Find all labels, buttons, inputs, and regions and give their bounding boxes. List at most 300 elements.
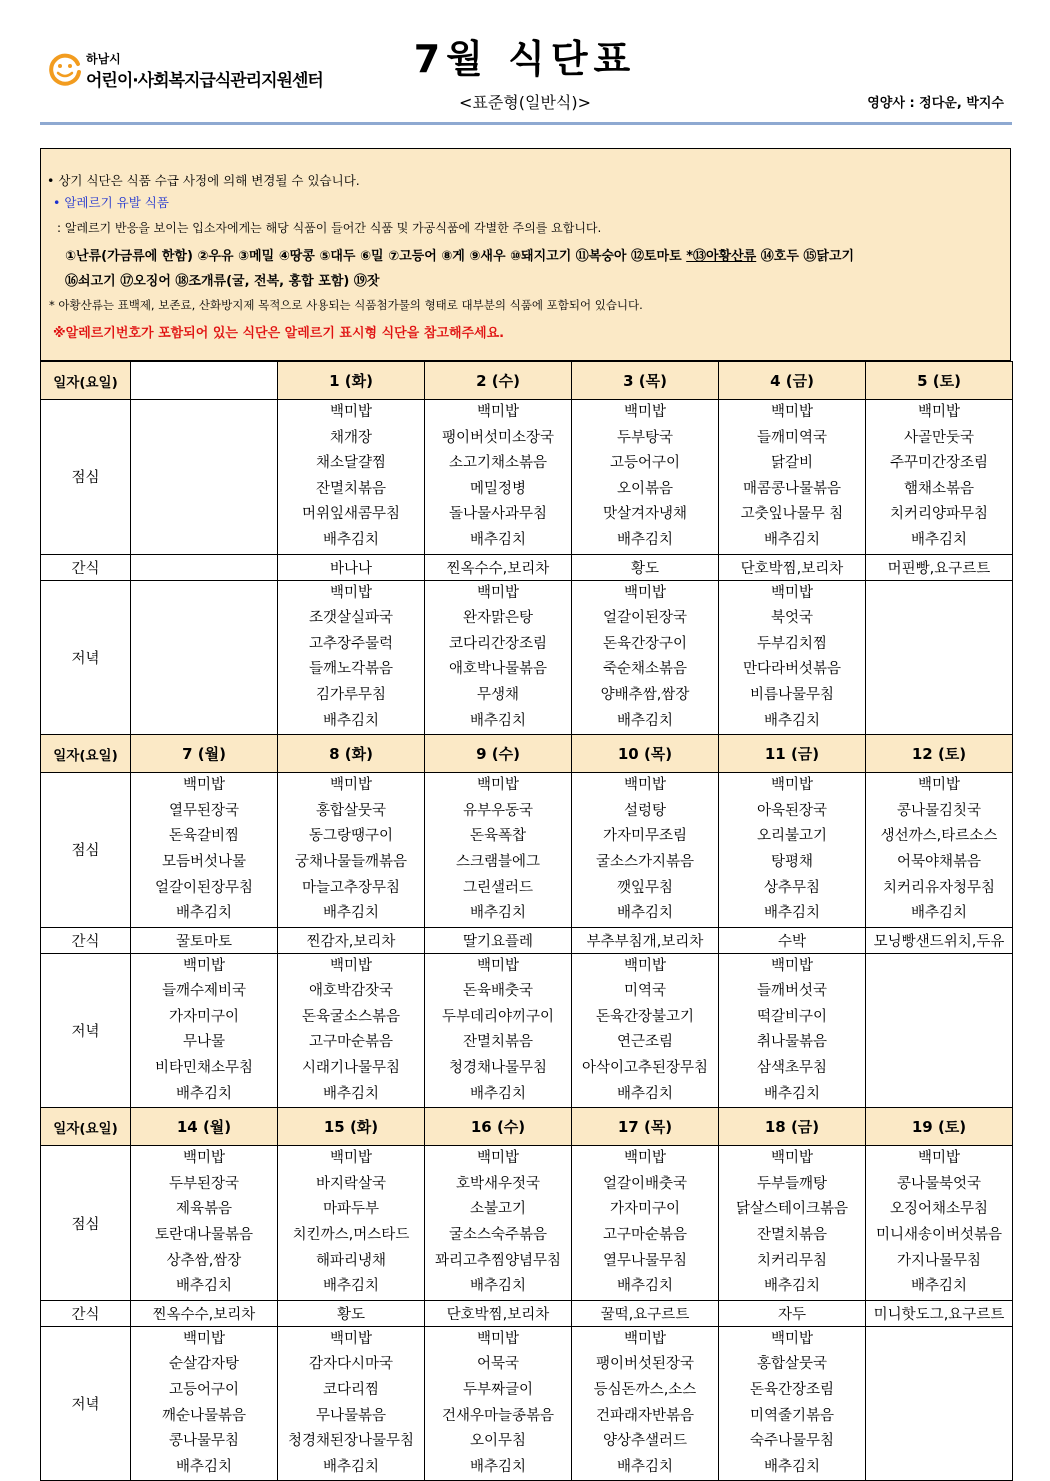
- menu-item: 아욱된장국: [756, 802, 828, 819]
- lunch-label: 점심: [41, 400, 131, 555]
- menu-item: 백미밥: [623, 584, 667, 601]
- date-header-row: [41, 362, 1013, 400]
- date-label: 일자(요일): [41, 1108, 131, 1146]
- menu-item: 주꾸미간장조림: [889, 455, 989, 472]
- day-header: 11 (금): [719, 735, 866, 773]
- day-header: 5 (토): [866, 362, 1013, 400]
- menu-item: 오징어채소무침: [889, 1201, 989, 1218]
- menu-item: 콩나물김칫국: [896, 802, 982, 819]
- menu-item: [866, 1327, 1012, 1353]
- dinner-cell: [131, 1326, 278, 1481]
- menu-item: [866, 1352, 1012, 1378]
- lunch-label: 점심: [41, 773, 131, 928]
- menu-item: 비타민채소무침: [154, 1060, 254, 1077]
- menu-item: 햄채소볶음: [903, 480, 975, 497]
- menu-item: 콩나물북엇국: [896, 1175, 982, 1192]
- menu-item: 숙주나물무침: [749, 1433, 835, 1450]
- menu-item: 백미밥: [476, 957, 520, 974]
- menu-item: 애호박감잣국: [308, 983, 394, 1000]
- menu-item: 배추김치: [616, 1085, 674, 1102]
- lunch-row: [41, 1146, 1013, 1301]
- menu-item: 죽순채소볶음: [602, 661, 688, 678]
- sulfite-footnote: * 아황산류는 표백제, 보존료, 산화방지제 목적으로 사용되는 식품첨가물의 형태로 대부분의 식품에 포함되어 있습니다.: [49, 298, 643, 312]
- menu-item: 스크램블에그: [455, 853, 541, 870]
- menu-item: 고등어구이: [609, 455, 681, 472]
- menu-item: 순살감자탕: [168, 1356, 240, 1373]
- snack-cell: 부추부침개,보리차: [572, 927, 719, 953]
- dinner-cell: [278, 580, 425, 735]
- menu-item: 팽이버섯미소장국: [441, 429, 555, 446]
- menu-item: 무나물: [182, 1034, 226, 1051]
- lunch-cell: [719, 400, 866, 555]
- menu-item: 가지나물무침: [896, 1252, 982, 1269]
- menu-item: 들깨미역국: [756, 429, 828, 446]
- menu-item: 백미밥: [329, 957, 373, 974]
- menu-item: 배추김치: [469, 531, 527, 548]
- dinner-row: [41, 953, 1013, 1108]
- menu-item: [131, 581, 277, 607]
- menu-item: 완자맑은탕: [462, 610, 534, 627]
- lunch-cell: [131, 400, 278, 555]
- menu-item: 어묵야채볶음: [896, 853, 982, 870]
- day-header: 8 (화): [278, 735, 425, 773]
- lunch-cell: [866, 400, 1013, 555]
- menu-item: 콩나물무침: [168, 1433, 240, 1450]
- menu-item: 백미밥: [476, 404, 520, 420]
- menu-item: 깻잎무침: [616, 879, 674, 896]
- menu-item: [131, 632, 277, 658]
- lunch-cell: [425, 1146, 572, 1301]
- menu-item: 감자다시마국: [308, 1356, 394, 1373]
- menu-item: 비름나물무침: [749, 686, 835, 703]
- lunch-row: [41, 400, 1013, 555]
- menu-item: 배추김치: [469, 905, 527, 922]
- day-header: 9 (수): [425, 735, 572, 773]
- menu-item: [131, 400, 277, 426]
- menu-item: 백미밥: [770, 777, 814, 794]
- menu-item: [866, 1030, 1012, 1056]
- snack-cell: 단호박찜,보리차: [719, 554, 866, 580]
- menu-item: 미역국: [623, 983, 667, 1000]
- menu-item: [866, 606, 1012, 632]
- menu-item: [866, 683, 1012, 709]
- menu-item: [866, 1056, 1012, 1082]
- menu-item: 북엇국: [770, 610, 814, 627]
- menu-item: 김가루무침: [315, 686, 387, 703]
- menu-item: 청경채된장나물무침: [287, 1433, 415, 1450]
- notice-allergy-caution: : 알레르기 반응을 보이는 입소자에게는 해당 식품이 들어간 식품 및 가공식품에 각별한 주의를 요합니다.: [57, 221, 602, 235]
- menu-item: 유부우동국: [462, 802, 534, 819]
- menu-item: 치커리무침: [756, 1252, 828, 1269]
- menu-item: [131, 709, 277, 735]
- menu-item: 생선까스,타르소스: [880, 828, 998, 845]
- menu-item: 연근조림: [616, 1034, 674, 1051]
- menu-item: 들깨수제비국: [161, 983, 247, 1000]
- menu-item: 배추김치: [322, 905, 380, 922]
- menu-item: 돈육간장구이: [602, 635, 688, 652]
- dinner-label: 저녁: [41, 953, 131, 1108]
- menu-item: 배추김치: [616, 531, 674, 548]
- menu-item: [866, 1404, 1012, 1430]
- menu-item: 상추쌈,쌈장: [166, 1252, 242, 1269]
- menu-item: 만다라버섯볶음: [742, 661, 842, 678]
- menu-item: 궁채나물들깨볶음: [294, 853, 408, 870]
- menu-item: 사골만둣국: [903, 429, 975, 446]
- menu-item: 해파리냉채: [315, 1252, 387, 1269]
- menu-item: 얼갈이된장무침: [154, 879, 254, 896]
- allergen-list-1: [65, 245, 854, 264]
- snack-label: 간식: [41, 1300, 131, 1326]
- snack-cell: [131, 554, 278, 580]
- lunch-cell: [425, 773, 572, 928]
- menu-item: 돈육폭찹: [469, 828, 527, 845]
- menu-item: 백미밥: [770, 404, 814, 420]
- menu-item: 백미밥: [182, 777, 226, 794]
- snack-cell: 바나나: [278, 554, 425, 580]
- dinner-cell: [572, 580, 719, 735]
- menu-item: 배추김치: [322, 1278, 380, 1295]
- menu-item: 오리불고기: [756, 828, 828, 845]
- menu-item: 어묵국: [476, 1356, 520, 1373]
- snack-cell: 수박: [719, 927, 866, 953]
- day-header: 1 (화): [278, 362, 425, 400]
- dinner-cell: [278, 953, 425, 1108]
- menu-item: 배추김치: [469, 1085, 527, 1102]
- menu-item: 삼색초무침: [756, 1060, 828, 1077]
- menu-item: 배추김치: [910, 531, 968, 548]
- menu-item: 백미밥: [182, 1150, 226, 1167]
- menu-item: 배추김치: [763, 905, 821, 922]
- menu-item: 미역줄기볶음: [749, 1407, 835, 1424]
- menu-item: 배추김치: [763, 1085, 821, 1102]
- snack-cell: 자두: [719, 1300, 866, 1326]
- menu-item: 잔멸치볶음: [315, 480, 387, 497]
- snack-label: 간식: [41, 927, 131, 953]
- menu-item: 탕평채: [770, 853, 814, 870]
- menu-item: 돈육간장조림: [749, 1382, 835, 1398]
- dietitian-names: 영양사 : 정다운, 박지수: [867, 96, 1004, 111]
- menu-item: 떡갈비구이: [756, 1008, 828, 1025]
- menu-item: 홍합살뭇국: [315, 802, 387, 819]
- menu-item: 꽈리고추찜양념무침: [434, 1252, 562, 1269]
- dinner-cell: [866, 580, 1013, 735]
- dinner-label: 저녁: [41, 1326, 131, 1481]
- menu-item: [131, 426, 277, 452]
- menu-item: [131, 477, 277, 503]
- menu-item: 동그랑땡구이: [308, 828, 394, 845]
- lunch-cell: [131, 773, 278, 928]
- lunch-cell: [131, 1146, 278, 1301]
- menu-item: 가자미무조림: [602, 828, 688, 845]
- dinner-cell: [131, 580, 278, 735]
- menu-item: 닭살스테이크볶음: [735, 1201, 849, 1218]
- menu-item: 배추김치: [763, 1278, 821, 1295]
- day-header: 15 (화): [278, 1108, 425, 1146]
- menu-item: 돈육배춧국: [462, 983, 534, 1000]
- menu-item: 백미밥: [770, 1330, 814, 1347]
- menu-item: 백미밥: [476, 777, 520, 794]
- snack-cell: 머핀빵,요구르트: [866, 554, 1013, 580]
- date-header-row: [41, 735, 1013, 773]
- page-title: 7월 식단표: [413, 37, 637, 81]
- menu-item: 치커리양파무침: [889, 506, 989, 523]
- snack-cell: 찐감자,보리차: [278, 927, 425, 953]
- day-header: [131, 362, 278, 400]
- snack-cell: 꿀떡,요구르트: [572, 1300, 719, 1326]
- menu-item: [866, 954, 1012, 980]
- dinner-cell: [425, 580, 572, 735]
- menu-item: [866, 657, 1012, 683]
- menu-item: [131, 502, 277, 528]
- menu-item: [866, 581, 1012, 607]
- menu-item: 제육볶음: [175, 1201, 233, 1218]
- menu-item: 조갯살실파국: [308, 610, 394, 627]
- menu-item: 호박새우젓국: [455, 1175, 541, 1192]
- menu-item: 두부들깨탕: [756, 1175, 828, 1192]
- dinner-cell: [719, 1326, 866, 1481]
- menu-item: [866, 1378, 1012, 1404]
- snack-cell: 찐옥수수,보리차: [131, 1300, 278, 1326]
- day-header: 16 (수): [425, 1108, 572, 1146]
- snack-label: 간식: [41, 554, 131, 580]
- meal-table: [40, 361, 1013, 1481]
- menu-item: 상추무침: [763, 879, 821, 896]
- menu-item: 백미밥: [770, 957, 814, 974]
- menu-item: 백미밥: [182, 957, 226, 974]
- dinner-cell: [572, 953, 719, 1108]
- menu-item: [866, 1082, 1012, 1108]
- menu-item: 치킨까스,머스타드: [292, 1227, 410, 1244]
- menu-item: [131, 451, 277, 477]
- day-header: 19 (토): [866, 1108, 1013, 1146]
- dinner-cell: [278, 1326, 425, 1481]
- menu-item: 백미밥: [329, 777, 373, 794]
- dinner-row: [41, 580, 1013, 735]
- menu-item: 채소달걀찜: [315, 455, 387, 472]
- menu-item: 두부탕국: [616, 429, 674, 446]
- menu-item: 양배추쌈,쌈장: [600, 686, 690, 703]
- menu-item: [131, 683, 277, 709]
- menu-item: 두부된장국: [168, 1175, 240, 1192]
- menu-item: 아삭이고추된장무침: [581, 1060, 709, 1077]
- menu-item: 얼갈이된장국: [602, 610, 688, 627]
- menu-item: 백미밥: [917, 777, 961, 794]
- menu-item: 가자미구이: [609, 1201, 681, 1218]
- menu-item: [866, 1429, 1012, 1455]
- menu-item: 채개장: [329, 429, 373, 446]
- dinner-cell: [719, 580, 866, 735]
- menu-item: 무나물볶음: [315, 1407, 387, 1424]
- day-header: 12 (토): [866, 735, 1013, 773]
- menu-item: 백미밥: [182, 1330, 226, 1347]
- menu-item: [131, 657, 277, 683]
- menu-item: 배추김치: [469, 1458, 527, 1475]
- menu-item: 맛살겨자냉채: [602, 506, 688, 523]
- menu-item: 백미밥: [623, 404, 667, 420]
- menu-item: 배추김치: [322, 1458, 380, 1475]
- notice-allergy-heading: • 알레르기 유발 식품: [53, 195, 169, 210]
- menu-item: 코다리간장조림: [448, 635, 548, 652]
- lunch-row: [41, 773, 1013, 928]
- day-header: 2 (수): [425, 362, 572, 400]
- day-header: 14 (월): [131, 1108, 278, 1146]
- menu-item: 홍합살뭇국: [756, 1356, 828, 1373]
- menu-item: 가자미구이: [168, 1008, 240, 1025]
- menu-item: 고추장주물럭: [308, 635, 394, 652]
- date-header-row: [41, 1108, 1013, 1146]
- dinner-cell: [866, 953, 1013, 1108]
- allergen-list-part: ⑭호두 ⑮닭고기: [756, 249, 855, 264]
- snack-cell: 딸기요플레: [425, 927, 572, 953]
- menu-item: 열무된장국: [168, 802, 240, 819]
- menu-item: 백미밥: [770, 584, 814, 601]
- menu-item: 배추김치: [616, 905, 674, 922]
- menu-item: 머위잎새콤무침: [301, 506, 401, 523]
- menu-item: 건파래자반볶음: [595, 1407, 695, 1424]
- menu-item: [866, 1455, 1012, 1481]
- date-label: 일자(요일): [41, 362, 131, 400]
- lunch-cell: [278, 773, 425, 928]
- menu-item: [131, 606, 277, 632]
- lunch-cell: [719, 1146, 866, 1301]
- date-label: 일자(요일): [41, 735, 131, 773]
- lunch-cell: [425, 400, 572, 555]
- menu-item: 두부짜글이: [462, 1382, 534, 1398]
- lunch-cell: [719, 773, 866, 928]
- menu-item: 들깨버섯국: [756, 983, 828, 1000]
- menu-item: 배추김치: [175, 905, 233, 922]
- menu-item: 그린샐러드: [462, 879, 534, 896]
- menu-item: 메밀정병: [469, 480, 527, 497]
- menu-item: 토란대나물볶음: [154, 1227, 254, 1244]
- menu-item: [866, 632, 1012, 658]
- menu-item: 마늘고추장무침: [301, 879, 401, 896]
- day-header: 17 (목): [572, 1108, 719, 1146]
- menu-item: 건새우마늘종볶음: [441, 1407, 555, 1424]
- logo-city-text: 하남시: [86, 52, 121, 66]
- menu-item: 소불고기: [469, 1201, 527, 1218]
- menu-item: 굴소스숙주볶음: [448, 1227, 548, 1244]
- menu-item: 고구마순볶음: [308, 1034, 394, 1051]
- lunch-cell: [572, 1146, 719, 1301]
- notice-box: [40, 148, 1011, 361]
- menu-item: 잔멸치볶음: [462, 1034, 534, 1051]
- menu-item: 배추김치: [616, 712, 674, 729]
- day-header: 4 (금): [719, 362, 866, 400]
- menu-item: 들깨노각볶음: [308, 661, 394, 678]
- menu-item: 백미밥: [623, 957, 667, 974]
- menu-item: 시래기나물무침: [301, 1060, 401, 1077]
- snack-cell: 단호박찜,보리차: [425, 1300, 572, 1326]
- menu-item: 배추김치: [469, 712, 527, 729]
- menu-item: 미니새송이버섯볶음: [875, 1227, 1003, 1244]
- menu-item: 잔멸치볶음: [756, 1227, 828, 1244]
- menu-item: 오이무침: [469, 1433, 527, 1450]
- dinner-cell: [719, 953, 866, 1108]
- menu-item: 백미밥: [329, 1150, 373, 1167]
- snack-cell: 황도: [572, 554, 719, 580]
- menu-item: 배추김치: [616, 1278, 674, 1295]
- allergy-menu-note: ※알레르기번호가 포함되어 있는 식단은 알레르기 표시형 식단을 참고해주세요.: [53, 326, 505, 341]
- menu-item: [866, 1005, 1012, 1031]
- menu-item: 청경채나물무침: [448, 1060, 548, 1077]
- menu-item: [131, 528, 277, 554]
- menu-item: 배추김치: [175, 1085, 233, 1102]
- menu-item: 두부데리야끼구이: [441, 1008, 555, 1025]
- menu-item: 소고기채소볶음: [448, 455, 548, 472]
- menu-item: 치커리유자청무침: [882, 879, 996, 896]
- menu-item: 마파두부: [322, 1201, 380, 1218]
- menu-item: 팽이버섯된장국: [595, 1356, 695, 1373]
- lunch-cell: [278, 1146, 425, 1301]
- snack-row: [41, 554, 1013, 580]
- menu-item: 배추김치: [910, 905, 968, 922]
- menu-item: 오이볶음: [616, 480, 674, 497]
- allergen-sulfite: *⑬아황산류: [686, 249, 757, 264]
- dinner-label: 저녁: [41, 580, 131, 735]
- day-header: 7 (월): [131, 735, 278, 773]
- menu-item: 설렁탕: [623, 802, 667, 819]
- logo-org-text: 어린이·사회복지급식관리지원센터: [86, 71, 323, 91]
- menu-item: 배추김치: [763, 712, 821, 729]
- menu-item: 등심돈까스,소스: [593, 1382, 697, 1398]
- snack-row: [41, 927, 1013, 953]
- menu-item: 백미밥: [917, 1150, 961, 1167]
- menu-item: 닭갈비: [770, 455, 814, 472]
- menu-item: 깨순나물볶음: [161, 1407, 247, 1424]
- lunch-cell: [572, 400, 719, 555]
- menu-item: 백미밥: [623, 777, 667, 794]
- menu-item: 코다리찜: [322, 1382, 380, 1398]
- menu-item: 돌나물사과무침: [448, 506, 548, 523]
- header-divider: [40, 122, 1012, 125]
- menu-item: 돈육갈비찜: [168, 828, 240, 845]
- menu-item: 배추김치: [763, 531, 821, 548]
- lunch-cell: [572, 773, 719, 928]
- menu-item: 굴소스가지볶음: [595, 853, 695, 870]
- menu-item: 양상추샐러드: [602, 1433, 688, 1450]
- menu-item: 배추김치: [322, 531, 380, 548]
- snack-cell: 미니핫도그,요구르트: [866, 1300, 1013, 1326]
- menu-item: 백미밥: [329, 584, 373, 601]
- dinner-cell: [572, 1326, 719, 1481]
- menu-item: 열무나물무침: [602, 1252, 688, 1269]
- menu-item: 돈육간장불고기: [595, 1008, 695, 1025]
- allergen-list-part: ①난류(가금류에 한함) ②우유 ③메밀 ④땅콩 ⑤대두 ⑥밀 ⑦고등어 ⑧게 ⑨새우 ⑩돼지고기 ⑪복숭아 ⑫토마토: [65, 249, 687, 264]
- menu-item: 고춧잎나물무 침: [740, 506, 844, 523]
- menu-item: 배추김치: [175, 1458, 233, 1475]
- menu-item: 백미밥: [476, 584, 520, 601]
- menu-item: 배추김치: [763, 1458, 821, 1475]
- menu-item: 배추김치: [322, 712, 380, 729]
- menu-item: 백미밥: [476, 1150, 520, 1167]
- menu-item: 돈육굴소스볶음: [301, 1008, 401, 1025]
- menu-item: 배추김치: [910, 1278, 968, 1295]
- menu-item: 바지락살국: [315, 1175, 387, 1192]
- menu-item: [866, 979, 1012, 1005]
- menu-item: 백미밥: [623, 1330, 667, 1347]
- menu-item: 고구마순볶음: [602, 1227, 688, 1244]
- menu-item: 배추김치: [616, 1458, 674, 1475]
- day-header: 18 (금): [719, 1108, 866, 1146]
- snack-row: [41, 1300, 1013, 1326]
- menu-item: 매콤콩나물볶음: [742, 480, 842, 497]
- dinner-cell: [131, 953, 278, 1108]
- menu-item: 배추김치: [175, 1278, 233, 1295]
- notice-change-text: • 상기 식단은 식품 수급 사정에 의해 변경될 수 있습니다.: [47, 173, 360, 188]
- menu-item: 배추김치: [469, 1278, 527, 1295]
- menu-item: 고등어구이: [168, 1382, 240, 1398]
